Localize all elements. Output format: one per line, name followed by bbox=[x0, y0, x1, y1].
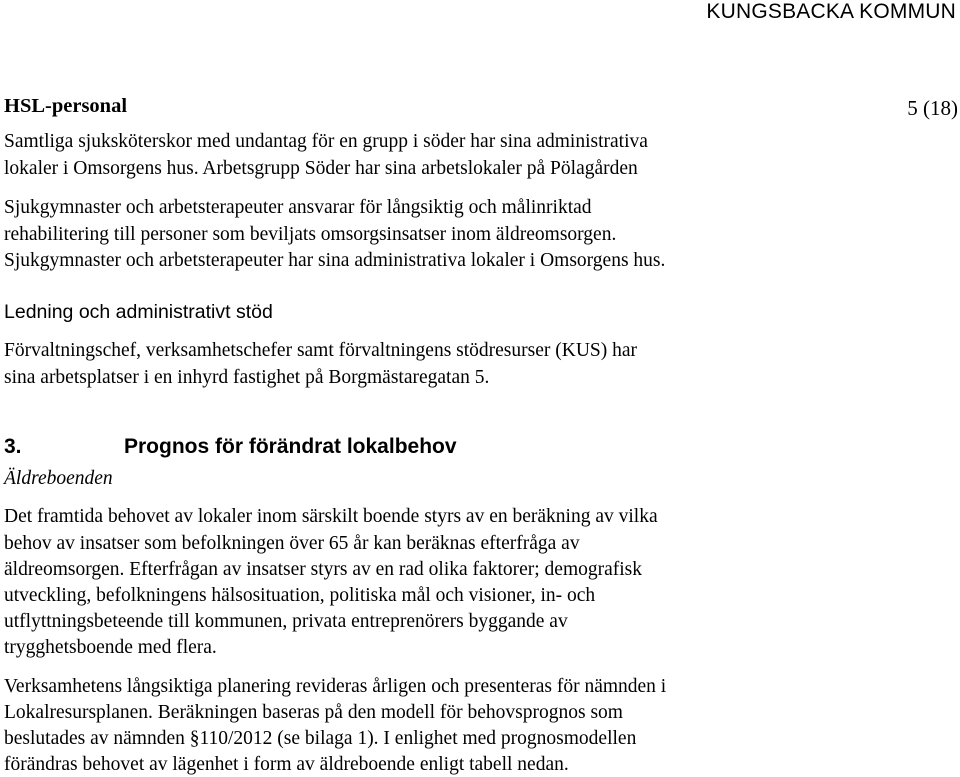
hsl-para2-line1: Sjukgymnaster och arbetsterapeuter ansvarar för långsiktig och målinriktad bbox=[4, 197, 592, 218]
s3-para1-line5: utflyttningsbeteende till kommunen, privata entreprenörers byggande av bbox=[4, 611, 568, 632]
ledning-heading: Ledning och administrativt stöd bbox=[4, 301, 273, 323]
hsl-para2-line3: Sjukgymnaster och arbetsterapeuter har sina administrativa lokaler i Omsorgens hus. bbox=[4, 250, 666, 271]
s3-para1-line1: Det framtida behovet av lokaler inom särskilt boende styrs av en beräkning av vilka bbox=[4, 506, 658, 527]
organization-name: KUNGSBACKA KOMMUN bbox=[706, 0, 956, 23]
hsl-heading: HSL-personal bbox=[4, 95, 128, 117]
ledning-para-line1: Förvaltningschef, verksamhetschefer samt förvaltningens stödresurser (KUS) har bbox=[4, 340, 638, 361]
hsl-para1-line2: lokaler i Omsorgens hus. Arbetsgrupp Söder har sina arbetslokaler på Pölagården bbox=[4, 158, 638, 179]
s3-para1-line2: behov av insatser som befolkningen över 65 år kan beräknas efterfråga av bbox=[4, 533, 580, 554]
section-title: Prognos för förändrat lokalbehov bbox=[124, 435, 457, 458]
s3-para1-line4: utveckling, befolkningens hälsosituation, politiska mål och visioner, in- och bbox=[4, 585, 596, 606]
s3-para2-line1: Verksamhetens långsiktiga planering revideras årligen och presenteras för nämnden i bbox=[4, 676, 667, 697]
section-number: 3. bbox=[4, 435, 22, 458]
s3-para1-line3: äldreomsorgen. Efterfrågan av insatser styrs av en rad olika faktorer; demografisk bbox=[4, 559, 643, 580]
hsl-para1-line1: Samtliga sjuksköterskor med undantag för en grupp i söder har sina administrativa bbox=[4, 131, 648, 152]
section-subheading: Äldreboenden bbox=[4, 468, 113, 489]
s3-para1-line6: trygghetsboende med flera. bbox=[4, 637, 217, 658]
s3-para2-line3: beslutades av nämnden §110/2012 (se bilaga 1). I enlighet med prognosmodellen bbox=[4, 728, 637, 749]
ledning-para-line2: sina arbetsplatser i en inhyrd fastighet på Borgmästaregatan 5. bbox=[4, 367, 490, 388]
hsl-para2-line2: rehabilitering till personer som beviljats omsorgsinsatser inom äldreomsorgen. bbox=[4, 224, 617, 245]
s3-para2-line4: förändras behovet av lägenhet i form av äldreboende enligt tabell nedan. bbox=[4, 754, 569, 775]
s3-para2-line2: Lokalresursplanen. Beräkningen baseras på den modell för behovsprognos som bbox=[4, 702, 623, 723]
page-number: 5 (18) bbox=[907, 96, 958, 120]
